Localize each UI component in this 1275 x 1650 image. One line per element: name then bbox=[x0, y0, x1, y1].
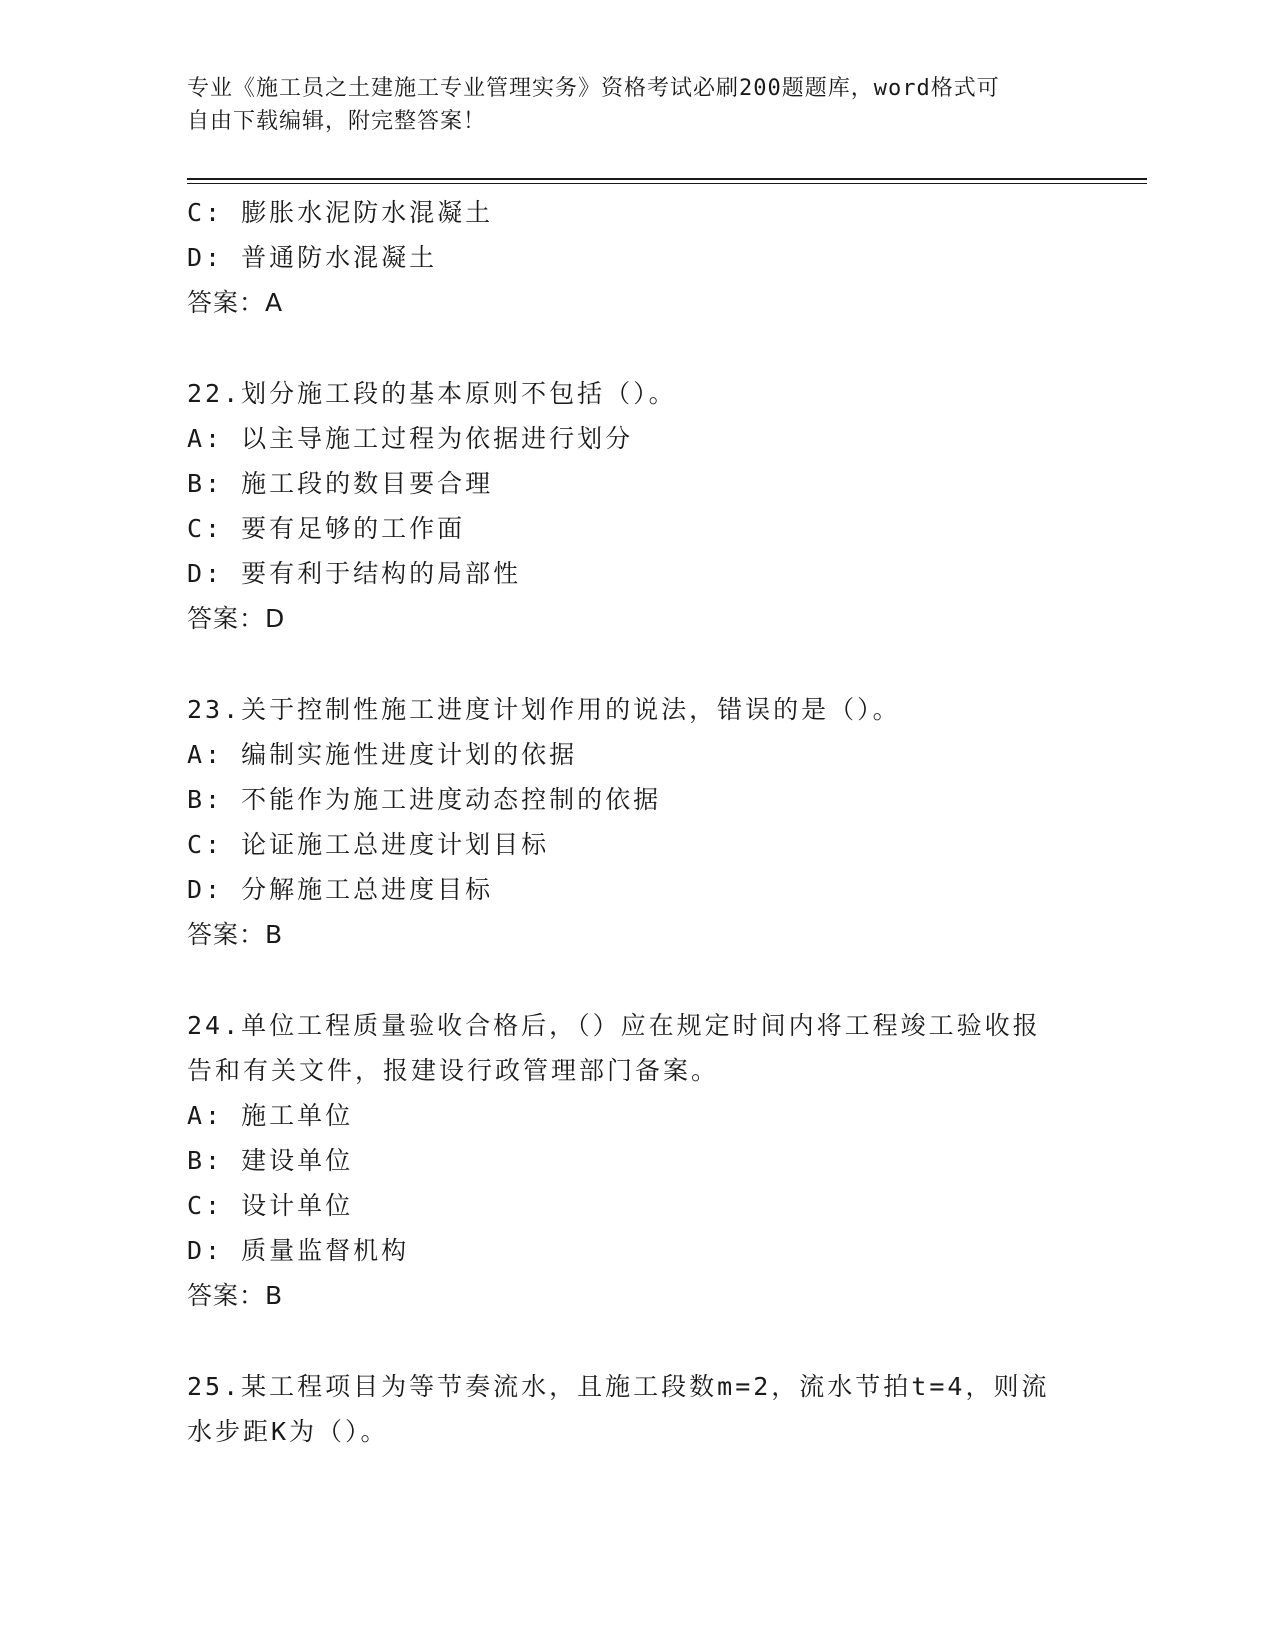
question-stem-line-2: 告和有关文件，报建设行政管理部门备案。 bbox=[187, 1056, 720, 1085]
question-25 bbox=[187, 1364, 1067, 1454]
option-b: B: 不能作为施工进度动态控制的依据 bbox=[187, 785, 662, 814]
option-d: D: 要有利于结构的局部性 bbox=[187, 559, 522, 588]
option-d: D: 普通防水混凝土 bbox=[187, 243, 438, 272]
header-rule-thin bbox=[187, 183, 1147, 184]
header-line-2: 自由下载编辑，附完整答案！ bbox=[187, 109, 487, 134]
option-c: C: 要有足够的工作面 bbox=[187, 514, 466, 543]
header-rule bbox=[187, 178, 1147, 180]
option-b: B: 建设单位 bbox=[187, 1146, 354, 1175]
question-stem: 22.划分施工段的基本原则不包括（）。 bbox=[187, 379, 677, 408]
option-d: D: 质量监督机构 bbox=[187, 1236, 410, 1265]
question-stem: 23.关于控制性施工进度计划作用的说法，错误的是（）。 bbox=[187, 695, 901, 724]
question-stem-line-1: 25.某工程项目为等节奏流水，且施工段数m=2，流水节拍t=4，则流 bbox=[187, 1372, 1050, 1401]
option-b: B: 施工段的数目要合理 bbox=[187, 469, 494, 498]
option-c: C: 设计单位 bbox=[187, 1191, 354, 1220]
option-d: D: 分解施工总进度目标 bbox=[187, 875, 494, 904]
question-24 bbox=[187, 1003, 1067, 1318]
option-a: A: 编制实施性进度计划的依据 bbox=[187, 740, 578, 769]
question-22 bbox=[187, 371, 1067, 641]
answer-text: 答案：B bbox=[187, 920, 284, 949]
option-c: C: 膨胀水泥防水混凝土 bbox=[187, 198, 494, 227]
answer-text: 答案：A bbox=[187, 288, 284, 317]
option-a: A: 施工单位 bbox=[187, 1101, 354, 1130]
option-a: A: 以主导施工过程为依据进行划分 bbox=[187, 424, 634, 453]
question-content bbox=[187, 190, 1067, 1454]
header-line-1: 专业《施工员之土建施工专业管理实务》资格考试必刷200题题库，word格式可 bbox=[187, 76, 1000, 101]
question-stem-line-1: 24.单位工程质量验收合格后，（）应在规定时间内将工程竣工验收报 bbox=[187, 1011, 1041, 1040]
answer-text: 答案：D bbox=[187, 604, 286, 633]
option-c: C: 论证施工总进度计划目标 bbox=[187, 830, 550, 859]
question-stem-line-2: 水步距K为（）。 bbox=[187, 1417, 389, 1446]
question-21-continued bbox=[187, 190, 1067, 325]
question-23 bbox=[187, 687, 1067, 957]
document-header bbox=[187, 72, 1067, 138]
answer-text: 答案：B bbox=[187, 1281, 284, 1310]
